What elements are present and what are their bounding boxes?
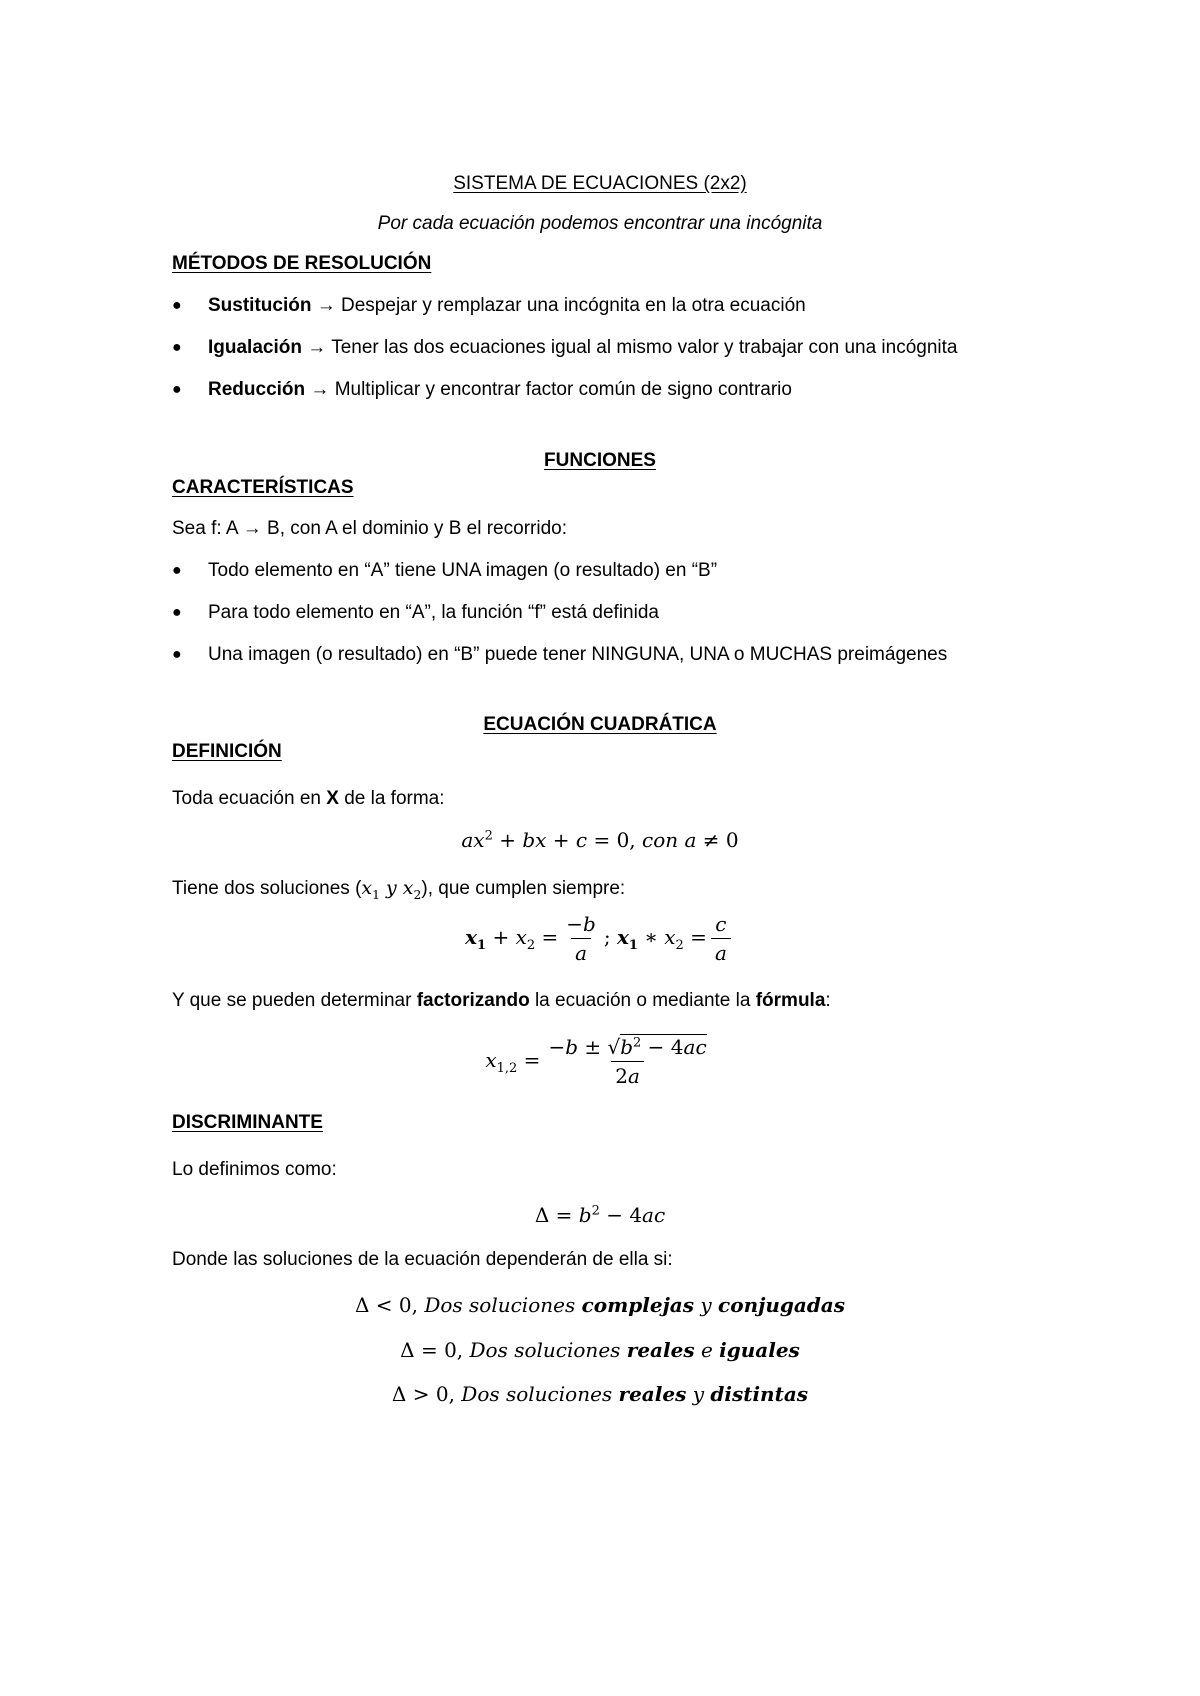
section-subtitle: Por cada ecuación podemos encontrar una incógnita <box>377 213 823 234</box>
quadratic-formula: $x_{1,2}$ = $\frac{-b \pm √b^2 - 4ac}{2a}$ <box>485 1035 707 1088</box>
funciones-intro: Sea f: A → B, con A el dominio y B el recorrido: <box>172 518 567 539</box>
heading-discriminante: DISCRIMINANTE <box>172 1112 323 1133</box>
definition-intro: Toda ecuación en X de la forma: <box>172 788 445 809</box>
heading-metodos: MÉTODOS DE RESOLUCIÓN <box>172 253 432 274</box>
method-term: Sustitución <box>208 295 312 316</box>
vieta-formulas: $x_1 + x_2$ = $\frac{-b}{a}$ ; $x_1$ ∗ $x_2$ = $\frac{c}{a}$ <box>0 912 1200 965</box>
bullet-icon: ● <box>172 339 182 356</box>
method-desc: Despejar y remplazar una incógnita en la otra ecuación <box>341 295 806 316</box>
method-term: Reducción <box>208 379 306 400</box>
arrow-icon: → <box>311 295 342 316</box>
section-title-sistema: SISTEMA DE ECUACIONES (2x2) <box>453 173 747 194</box>
section-title-funciones: FUNCIONES <box>544 450 656 471</box>
arrow-icon: → <box>301 337 332 358</box>
discriminant-formula: $\Delta = b^2 - 4ac$ <box>534 1203 666 1227</box>
case-positive: Δ > 0, Dos soluciones reales y distintas <box>391 1382 809 1406</box>
list-item-text: Todo elemento en “A” tiene UNA imagen (o resultado) en “B” <box>208 560 718 581</box>
discriminant-intro: Lo definimos como: <box>172 1159 337 1180</box>
bullet-icon: ● <box>172 381 182 398</box>
heading-definicion: DEFINICIÓN <box>172 741 282 762</box>
bullet-icon: ● <box>172 297 182 314</box>
heading-caracteristicas: CARACTERÍSTICAS <box>172 477 354 498</box>
arrow-icon: → <box>305 379 335 400</box>
bullet-icon: ● <box>172 562 182 579</box>
determination-text: Y que se pueden determinar factorizando la ecuación o mediante la fórmula: <box>172 990 831 1011</box>
bullet-icon: ● <box>172 646 182 663</box>
method-term: Igualación <box>208 337 302 358</box>
section-title-cuadratica: ECUACIÓN CUADRÁTICA <box>483 714 717 735</box>
quadratic-equation: $ax^2$ + bx + c = 0, con a ≠ 0 <box>461 828 739 852</box>
method-desc: Multiplicar y encontrar factor común de signo contrario <box>334 379 792 400</box>
case-negative: Δ < 0, Dos soluciones complejas y conjugadas <box>354 1293 846 1317</box>
cases-intro: Donde las soluciones de la ecuación dependerán de ella si: <box>172 1249 673 1270</box>
list-item-text: Para todo elemento en “A”, la función “f” está definida <box>208 602 659 623</box>
method-desc: Tener las dos ecuaciones igual al mismo valor y trabajar con una incógnita <box>331 337 958 358</box>
case-zero: Δ = 0, Dos soluciones reales e iguales <box>400 1338 800 1362</box>
solutions-text: Tiene dos soluciones ($x_1$ y $x_2$), que cumplen siempre: <box>172 877 626 902</box>
list-item-text: Una imagen (o resultado) en “B” puede tener NINGUNA, UNA o MUCHAS preimágenes <box>208 644 948 665</box>
bullet-icon: ● <box>172 604 182 621</box>
